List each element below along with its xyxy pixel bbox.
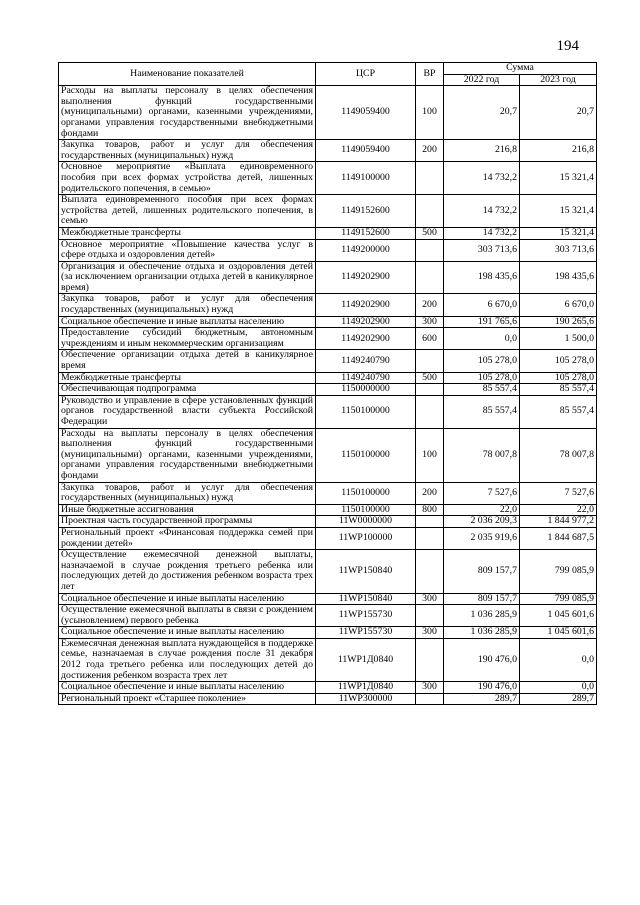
- table-row: [59, 372, 597, 384]
- row-sum-2023: 0,0: [520, 638, 597, 681]
- row-name: Региональный проект «Старшее поколение»: [59, 693, 316, 705]
- row-sum-2022: 2 035 919,6: [444, 527, 520, 549]
- row-sum-2023: 78 007,8: [520, 428, 597, 482]
- row-name: Руководство и управление в сфере установленных функций органов государственной власти субъекта Российской Федерации: [59, 395, 316, 428]
- row-sum-2023: 1 844 977,2: [520, 516, 597, 528]
- row-sum-2023: 105 278,0: [520, 350, 597, 372]
- row-sum-2022: 20,7: [444, 86, 520, 140]
- row-sum-2023: 7 527,6: [520, 482, 597, 504]
- table-row: [59, 384, 597, 396]
- row-name: Осуществление ежемесячной выплаты в связи с рождением (усыновлением) первого ребенка: [59, 605, 316, 627]
- row-csr: 1149202900: [316, 261, 416, 294]
- row-csr: 1150100000: [316, 482, 416, 504]
- row-name: Обеспечение организации отдыха детей в каникулярное время: [59, 350, 316, 372]
- row-vr: 500: [416, 227, 444, 239]
- row-sum-2023: 289,7: [520, 693, 597, 705]
- row-vr: [416, 516, 444, 528]
- row-name: Социальное обеспечение и иные выплаты населению: [59, 682, 316, 694]
- header-csr: ЦСР: [316, 63, 416, 86]
- row-name: Ежемесячная денежная выплата нуждающейся в поддержке семье, назначаемая в случае рождения после 31 декабря 2012 года третьего ребенка или последующих детей до достижения ребенком возраста трех лет: [59, 638, 316, 681]
- table-row: [59, 593, 597, 605]
- row-csr: 1149240790: [316, 350, 416, 372]
- row-sum-2023: 6 670,0: [520, 294, 597, 316]
- row-csr: 11W0000000: [316, 516, 416, 528]
- row-sum-2023: 303 713,6: [520, 239, 597, 261]
- row-csr: 1149100000: [316, 162, 416, 195]
- row-vr: 300: [416, 316, 444, 328]
- row-sum-2023: 1 500,0: [520, 328, 597, 350]
- row-name: Расходы на выплаты персоналу в целях обеспечения выполнения функций государственными (муниципальными) органами, казенными учреждениями, органами управления государственными внебюджетными фондами: [59, 428, 316, 482]
- row-vr: 600: [416, 328, 444, 350]
- row-sum-2022: 809 157,7: [444, 550, 520, 593]
- table-row: [59, 482, 597, 504]
- row-name: Межбюджетные трансферты: [59, 372, 316, 384]
- row-sum-2022: 6 670,0: [444, 294, 520, 316]
- row-sum-2023: 1 045 601,6: [520, 605, 597, 627]
- row-sum-2022: 289,7: [444, 693, 520, 705]
- row-sum-2022: 303 713,6: [444, 239, 520, 261]
- row-sum-2023: 198 435,6: [520, 261, 597, 294]
- row-csr: 11WP155730: [316, 627, 416, 639]
- row-csr: 1150000000: [316, 384, 416, 396]
- row-csr: 11WP155730: [316, 605, 416, 627]
- row-name: Осуществление ежемесячной денежной выплаты, назначаемой в случае рождения третьего ребенка или последующих детей до достижения ребенком возраста трех лет: [59, 550, 316, 593]
- row-sum-2022: 191 765,6: [444, 316, 520, 328]
- row-csr: 11WP300000: [316, 693, 416, 705]
- row-sum-2022: 190 476,0: [444, 638, 520, 681]
- page-number: 194: [556, 38, 579, 54]
- row-vr: [416, 350, 444, 372]
- row-sum-2023: 20,7: [520, 86, 597, 140]
- row-vr: [416, 239, 444, 261]
- row-name: Расходы на выплаты персоналу в целях обеспечения выполнения функций государственными (муниципальными) органами, казенными учреждениями, органами управления государственными внебюджетными фондами: [59, 86, 316, 140]
- table-row: [59, 682, 597, 694]
- table-header: [59, 63, 597, 86]
- row-sum-2023: 85 557,4: [520, 384, 597, 396]
- table-row: [59, 516, 597, 528]
- row-sum-2023: 22,0: [520, 504, 597, 516]
- row-sum-2022: 14 732,2: [444, 162, 520, 195]
- row-sum-2022: 7 527,6: [444, 482, 520, 504]
- table-row: [59, 504, 597, 516]
- header-sum: Сумма: [444, 63, 597, 75]
- row-sum-2022: 105 278,0: [444, 350, 520, 372]
- row-sum-2023: 799 085,9: [520, 593, 597, 605]
- table-row: [59, 328, 597, 350]
- row-sum-2023: 799 085,9: [520, 550, 597, 593]
- row-name: Межбюджетные трансферты: [59, 227, 316, 239]
- row-sum-2022: 2 036 209,3: [444, 516, 520, 528]
- row-vr: 200: [416, 482, 444, 504]
- row-vr: 100: [416, 86, 444, 140]
- row-csr: 1149202900: [316, 316, 416, 328]
- row-csr: 1149202900: [316, 328, 416, 350]
- row-vr: [416, 395, 444, 428]
- row-name: Региональный проект «Финансовая поддержка семей при рождении детей»: [59, 527, 316, 549]
- row-csr: 11WP100000: [316, 527, 416, 549]
- row-sum-2023: 1 045 601,6: [520, 627, 597, 639]
- row-csr: 1149152600: [316, 195, 416, 228]
- row-sum-2023: 190 265,6: [520, 316, 597, 328]
- table-row: [59, 195, 597, 228]
- row-name: Проектная часть государственной программы: [59, 516, 316, 528]
- row-vr: 300: [416, 593, 444, 605]
- row-csr: 1149059400: [316, 140, 416, 162]
- table-row: [59, 550, 597, 593]
- table-row: [59, 395, 597, 428]
- table-row: [59, 428, 597, 482]
- row-vr: 500: [416, 372, 444, 384]
- row-sum-2022: 198 435,6: [444, 261, 520, 294]
- row-name: Предоставление субсидий бюджетным, автономным учреждениям и иным некоммерческим организациям: [59, 328, 316, 350]
- row-name: Выплата единовременного пособия при всех формах устройства детей, лишенных родительского попечения, в семью: [59, 195, 316, 228]
- row-csr: 1150100000: [316, 395, 416, 428]
- row-csr: 1150100000: [316, 428, 416, 482]
- row-vr: [416, 261, 444, 294]
- row-vr: [416, 638, 444, 681]
- row-vr: 100: [416, 428, 444, 482]
- row-vr: 300: [416, 627, 444, 639]
- row-sum-2022: 1 036 285,9: [444, 627, 520, 639]
- table-row: [59, 605, 597, 627]
- row-vr: 800: [416, 504, 444, 516]
- row-name: Закупка товаров, работ и услуг для обеспечения государственных (муниципальных) нужд: [59, 482, 316, 504]
- table-row: [59, 693, 597, 705]
- row-sum-2022: 22,0: [444, 504, 520, 516]
- row-sum-2023: 15 321,4: [520, 195, 597, 228]
- row-csr: 1149200000: [316, 239, 416, 261]
- row-sum-2023: 15 321,4: [520, 227, 597, 239]
- row-vr: [416, 384, 444, 396]
- row-name: Социальное обеспечение и иные выплаты населению: [59, 316, 316, 328]
- row-vr: 300: [416, 682, 444, 694]
- row-sum-2022: 105 278,0: [444, 372, 520, 384]
- row-csr: 11WP1Д0840: [316, 638, 416, 681]
- row-sum-2023: 216,8: [520, 140, 597, 162]
- row-name: Основное мероприятие «Выплата единовременного пособия при всех формах устройства детей, лишенных родительского попечения, в семью»: [59, 162, 316, 195]
- table-row: [59, 316, 597, 328]
- row-csr: 11WP150840: [316, 550, 416, 593]
- row-vr: [416, 527, 444, 549]
- row-sum-2023: 0,0: [520, 682, 597, 694]
- table-row: [59, 638, 597, 681]
- table-row: [59, 527, 597, 549]
- header-2022: 2022 год: [444, 74, 520, 86]
- row-vr: 200: [416, 294, 444, 316]
- row-sum-2022: 85 557,4: [444, 395, 520, 428]
- row-sum-2022: 216,8: [444, 140, 520, 162]
- table-row: [59, 140, 597, 162]
- row-name: Социальное обеспечение и иные выплаты населению: [59, 627, 316, 639]
- row-csr: 1149202900: [316, 294, 416, 316]
- row-vr: [416, 693, 444, 705]
- table-row: [59, 261, 597, 294]
- row-vr: [416, 195, 444, 228]
- budget-table: [58, 62, 597, 705]
- header-vr: ВР: [416, 63, 444, 86]
- row-sum-2023: 1 844 687,5: [520, 527, 597, 549]
- row-vr: 200: [416, 140, 444, 162]
- row-name: Обеспечивающая подпрограмма: [59, 384, 316, 396]
- row-sum-2022: 1 036 285,9: [444, 605, 520, 627]
- row-sum-2022: 85 557,4: [444, 384, 520, 396]
- row-csr: 11WP150840: [316, 593, 416, 605]
- row-name: Закупка товаров, работ и услуг для обеспечения государственных (муниципальных) нужд: [59, 294, 316, 316]
- row-sum-2022: 14 732,2: [444, 227, 520, 239]
- table-row: [59, 294, 597, 316]
- row-sum-2022: 190 476,0: [444, 682, 520, 694]
- row-sum-2023: 105 278,0: [520, 372, 597, 384]
- table-row: [59, 227, 597, 239]
- row-name: Основное мероприятие «Повышение качества услуг в сфере отдыха и оздоровления детей»: [59, 239, 316, 261]
- table-row: [59, 162, 597, 195]
- row-csr: 1150100000: [316, 504, 416, 516]
- row-sum-2023: 85 557,4: [520, 395, 597, 428]
- header-2023: 2023 год: [520, 74, 597, 86]
- table-body: [59, 86, 597, 705]
- row-vr: [416, 605, 444, 627]
- table-row: [59, 86, 597, 140]
- row-name: Организация и обеспечение отдыха и оздоровления детей (за исключением организации отдыха детей в каникулярное время): [59, 261, 316, 294]
- row-name: Иные бюджетные ассигнования: [59, 504, 316, 516]
- row-csr: 1149152600: [316, 227, 416, 239]
- table-row: [59, 239, 597, 261]
- table-row: [59, 350, 597, 372]
- row-sum-2022: 78 007,8: [444, 428, 520, 482]
- row-sum-2022: 0,0: [444, 328, 520, 350]
- row-csr: 1149240790: [316, 372, 416, 384]
- row-sum-2022: 809 157,7: [444, 593, 520, 605]
- table-row: [59, 627, 597, 639]
- row-csr: 1149059400: [316, 86, 416, 140]
- row-sum-2022: 14 732,2: [444, 195, 520, 228]
- row-sum-2023: 15 321,4: [520, 162, 597, 195]
- row-name: Закупка товаров, работ и услуг для обеспечения государственных (муниципальных) нужд: [59, 140, 316, 162]
- row-name: Социальное обеспечение и иные выплаты населению: [59, 593, 316, 605]
- header-name: Наименование показателей: [59, 63, 316, 86]
- row-vr: [416, 162, 444, 195]
- row-csr: 11WP1Д0840: [316, 682, 416, 694]
- row-vr: [416, 550, 444, 593]
